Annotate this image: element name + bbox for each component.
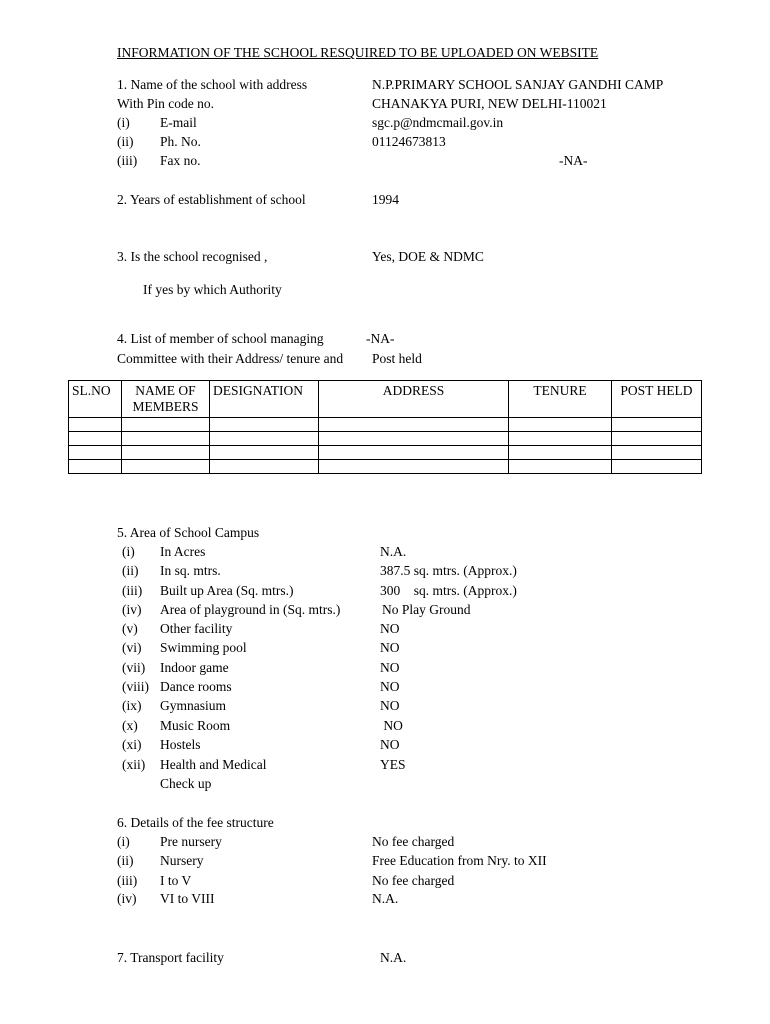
table-cell [509,460,612,474]
s3-sub: If yes by which Authority [143,282,282,297]
page-title: INFORMATION OF THE SCHOOL RESQUIRED TO BE UPLOADED ON WEBSITE [117,45,599,60]
school-email: sgc.p@ndmcmail.gov.in [372,115,504,130]
s5-item-value: 387.5 sq. mtrs. (Approx.) [380,563,517,578]
table-cell [319,432,509,446]
s5-item-label: Built up Area (Sq. mtrs.) [160,583,294,598]
s5-item-value: NO [380,737,400,752]
s5-item-num: (ii) [122,563,139,578]
table-cell [612,446,702,460]
school-phone: 01124673813 [372,134,446,149]
table-cell [210,418,319,432]
s5-item-label: In sq. mtrs. [160,563,221,578]
s5-item-num: (vii) [122,660,146,675]
s6-heading: 6. Details of the fee structure [117,815,274,830]
table-cell [69,418,122,432]
table-row [69,432,702,446]
table-cell [210,432,319,446]
school-address: CHANAKYA PURI, NEW DELHI-110021 [372,96,607,111]
s5-item-label: Gymnasium [160,698,226,713]
s1-item-num: (iii) [117,153,138,168]
members-table [68,380,702,474]
s5-item-num: (iv) [122,602,142,617]
col-header: NAME OF MEMBERS [122,381,210,418]
s7-label: 7. Transport facility [117,950,224,965]
col-header: POST HELD [612,381,702,418]
col-header: DESIGNATION [210,381,319,418]
s5-item-label: Other facility [160,621,233,636]
s6-item-num: (iv) [117,891,137,906]
s7-value: N.A. [380,950,407,965]
school-name: N.P.PRIMARY SCHOOL SANJAY GANDHI CAMP [372,77,664,92]
table-cell [122,446,210,460]
table-cell [612,418,702,432]
col-header: ADDRESS [319,381,509,418]
s6-item-label: Pre nursery [160,834,222,849]
table-cell [69,432,122,446]
table-cell [69,460,122,474]
s5-heading: 5. Area of School Campus [117,525,260,540]
s5-item-value: NO [380,698,400,713]
s5-item-value: N.A. [380,544,407,559]
s6-item-label: I to V [160,873,192,888]
table-cell [122,460,210,474]
s5-item-num: (vi) [122,640,142,655]
s6-item-num: (ii) [117,853,134,868]
s6-item-num: (iii) [117,873,138,888]
s6-item-value: Free Education from Nry. to XII [372,853,547,868]
s1-item-num: (i) [117,115,130,130]
table-cell [319,418,509,432]
table-cell [122,418,210,432]
s5-item-num: (v) [122,621,138,636]
school-fax: -NA- [559,153,588,168]
s5-item-label: Hostels [160,737,201,752]
s6-item-label: Nursery [160,853,204,868]
s1-label-line2: With Pin code no. [117,96,214,111]
s5-item-label: Health and Medical [160,757,267,772]
s4-line1: 4. List of member of school managing [117,331,324,346]
s5-item-num: (i) [122,544,135,559]
s5-item-label: Indoor game [160,660,229,675]
table-cell [509,446,612,460]
s5-item-num: (xi) [122,737,142,752]
table-row [69,418,702,432]
s5-item-label: Dance rooms [160,679,232,694]
table-cell [319,446,509,460]
s5-item-value: NO [380,718,403,733]
table-cell [612,460,702,474]
s5-item-label: Swimming pool [160,640,247,655]
table-cell [122,432,210,446]
s5-item-label-cont: Check up [160,776,212,791]
table-cell [509,432,612,446]
s1-item-label: E-mail [160,115,197,130]
s3-value: Yes, DOE & NDMC [372,249,484,264]
s4-line2: Committee with their Address/ tenure and [117,351,344,366]
s5-item-num: (ix) [122,698,142,713]
s5-item-value: No Play Ground [382,602,471,617]
table-cell [509,418,612,432]
col-header: SL.NO [69,381,122,418]
col-header: TENURE [509,381,612,418]
s6-item-value: N.A. [372,891,399,906]
s5-item-num: (xii) [122,757,146,772]
s5-item-num: (iii) [122,583,143,598]
s1-item-label: Ph. No. [160,134,201,149]
s5-item-value: NO [380,621,400,636]
s5-item-label: Area of playground in (Sq. mtrs.) [160,602,341,617]
s2-label: 2. Years of establishment of school [117,192,306,207]
s6-item-value: No fee charged [372,873,455,888]
s1-item-num: (ii) [117,134,134,149]
s5-item-label: In Acres [160,544,206,559]
s5-item-value: NO [380,660,400,675]
table-cell [319,460,509,474]
s6-item-label: VI to VIII [160,891,215,906]
table-cell [69,446,122,460]
s3-label: 3. Is the school recognised , [117,249,268,264]
s5-item-value: 300 sq. mtrs. (Approx.) [380,583,517,598]
s1-item-label: Fax no. [160,153,201,168]
s5-item-value: YES [380,757,406,772]
table-cell [210,460,319,474]
s4-line2b: Post held [372,351,422,366]
table-row [69,460,702,474]
s1-label-line1: 1. Name of the school with address [117,77,308,92]
table-cell [612,432,702,446]
table-cell [210,446,319,460]
s6-item-num: (i) [117,834,130,849]
s5-item-label: Music Room [160,718,231,733]
table-row [69,446,702,460]
s2-value: 1994 [372,192,399,207]
s5-item-num: (viii) [122,679,149,694]
s5-item-value: NO [380,679,400,694]
table-header-row [69,381,702,418]
s5-item-num: (x) [122,718,138,733]
s5-item-value: NO [380,640,400,655]
s6-item-value: No fee charged [372,834,455,849]
s4-na: -NA- [366,331,395,346]
